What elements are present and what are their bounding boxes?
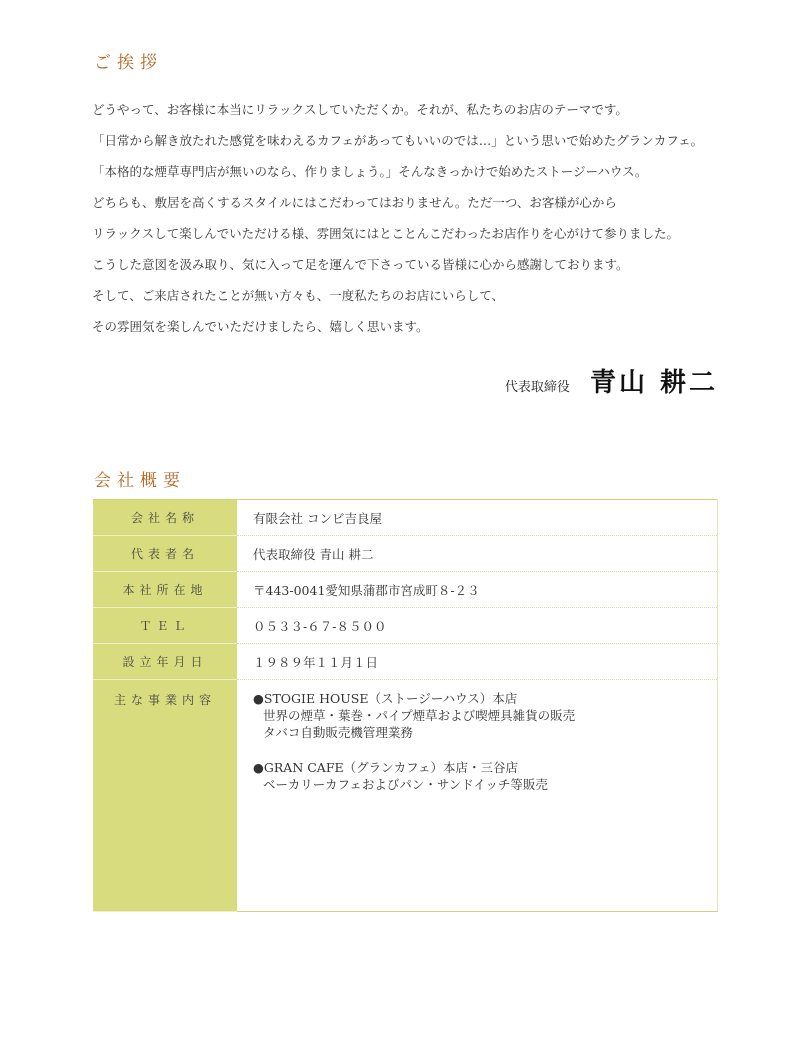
greeting-line: 「本格的な煙草専門店が無いのなら、作りましょう。」そんなきっかけで始めたストージーハウス。 [92,164,648,179]
signature [505,362,718,399]
row-label: 本社所在地 [93,572,237,608]
signature-name: 青山 耕二 [589,368,718,398]
company-info-table [93,499,718,912]
greeting-line: 「日常から解き放たれた感覚を味わえるカフェがあってもいいのでは…」という思いで始めたグランカフェ。 [92,133,704,148]
business-line: ベーカリーカフェおよびパン・サンドイッチ等販売 [263,777,548,792]
row-value: １９８９年１１月１日 [237,644,718,680]
business-item [253,690,717,741]
business-head: ●STOGIE HOUSE（ストージーハウス）本店 [253,691,518,706]
greeting-line: どちらも、敷居を高くするスタイルにはこだわってはおりません。ただ一つ、お客様が心から [92,195,617,210]
business-item [253,759,717,793]
business-line: 世界の煙草・葉巻・パイプ煙草および喫煙具雑貨の販売 [263,708,576,723]
business-head: ●GRAN CAFE（グランカフェ）本店・三谷店 [253,760,519,775]
row-value: 有限会社 コンビ吉良屋 [237,500,718,536]
row-label: 主な事業内容 [93,680,237,912]
row-label: 代表者名 [93,536,237,572]
business-line: タバコ自動販売機管理業務 [263,725,413,740]
signature-title: 代表取締役 [504,380,570,395]
table-row [93,608,718,644]
greeting-line: そして、ご来店されたことが無い方々も、一度私たちのお店にいらして、 [92,288,505,303]
table-row [93,680,718,912]
greeting-line: その雰囲気を楽しんでいただけましたら、嬉しく思います。 [92,319,429,334]
table-row [93,536,718,572]
greeting-line: どうやって、お客様に本当にリラックスしていただくか。それが、私たちのお店のテーマです。 [92,102,628,117]
table-row [93,644,718,680]
greeting-line: こうした意図を汲み取り、気に入って足を運んで下さっている皆様に心から感謝しております。 [92,257,629,272]
greeting-text [92,94,732,342]
row-label: 設立年月日 [93,644,237,680]
greeting-heading: ご挨拶 [94,53,163,73]
row-value: 代表取締役 青山 耕二 [237,536,718,572]
row-label: ＴＥＬ [93,608,237,644]
row-value: 〒443-0041愛知県蒲郡市宮成町８-２３ [237,572,718,608]
row-label: 会社名称 [93,500,237,536]
greeting-line: リラックスして楽しんでいただける様、雰囲気にはとことんこだわったお店作りを心がけて参りました。 [92,226,680,241]
table-row [93,572,718,608]
company-heading: 会社概要 [94,471,186,491]
table-row [93,500,718,536]
row-value: ０５３３-６７-８５００ [237,608,718,644]
business-list [237,680,718,912]
